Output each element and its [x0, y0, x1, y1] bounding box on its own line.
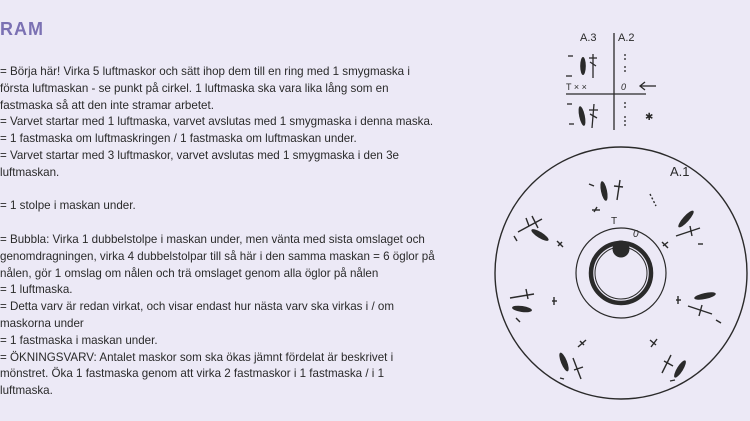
legend-line: = 1 luftmaska.	[0, 283, 73, 297]
legend-spacer	[0, 215, 480, 232]
double-crochet-icon	[510, 294, 534, 298]
double-crochet-bar-icon	[526, 289, 528, 299]
bubble-stitch-icon	[694, 291, 717, 301]
grid-diagram	[566, 32, 656, 130]
previous-round-icon	[650, 194, 656, 206]
legend-line: första luftmaskan - se punkt på cirkel. 1 luftmaska ska vara lika lång som en	[0, 81, 389, 95]
grid-label-a3: A.3	[580, 32, 597, 44]
diagrams-canvas	[480, 0, 750, 421]
single-crochet-bar-icon	[578, 340, 586, 347]
legend-line: = Bubbla: Virka 1 dubbelstolpe i maskan under, men vänta med sista omslaget och	[0, 232, 425, 246]
legend-line: = Detta varv är redan virkat, och visar endast hur nästa varv ska virkas i / om	[0, 300, 395, 314]
bubble-stitch-icon	[580, 57, 586, 75]
symbol-legend	[0, 64, 480, 400]
legend-line: luftmaska.	[0, 384, 53, 398]
legend-line: = Varvet startar med 1 luftmaska, varvet avslutas med 1 smygmaska i denna maska.	[0, 115, 434, 129]
grid-label-a2: A.2	[618, 32, 635, 44]
double-crochet-bar-icon	[614, 186, 623, 187]
increase-mark-icon: ✱	[645, 112, 654, 123]
grid-zero-marker: 0	[621, 82, 627, 92]
double-crochet-slash-icon	[526, 218, 529, 226]
chain-stitch-icon	[514, 236, 517, 241]
chain-stitch-icon	[516, 318, 520, 322]
double-crochet-bar-icon	[690, 226, 692, 236]
bubble-stitch-icon	[672, 359, 688, 379]
chain-stitch-icon	[589, 184, 594, 186]
single-crochet-bar-icon	[651, 339, 657, 347]
section-heading: RAM	[0, 19, 44, 39]
bubble-stitch-icon	[599, 181, 609, 202]
bubble-stitch-icon	[577, 106, 587, 127]
start-point-dot	[613, 241, 630, 258]
chain-stitch-icon	[560, 378, 564, 379]
chain-stitch-icon	[716, 320, 721, 323]
circle-start-t: T	[611, 216, 618, 227]
circle-label-a1: A.1	[670, 164, 690, 179]
bubble-stitch-icon	[676, 209, 695, 229]
double-crochet-icon	[676, 228, 700, 236]
double-crochet-icon	[617, 180, 620, 200]
legend-line: luftmaskan.	[0, 165, 60, 179]
outer-round-circle	[495, 147, 747, 399]
legend-line: = Börja här! Virka 5 luftmaskor och sätt ihop dem till en ring med 1 smygmaska i	[0, 65, 410, 78]
legend-line: mönstret. Öka 1 fastmaska genom att virka 2 fastmaskor i 1 fastmaska / i 1	[0, 367, 385, 381]
grid-row-stitches: T × ×	[566, 82, 587, 92]
legend-line: = 1 stolpe i maskan under.	[0, 199, 136, 213]
legend-line: = ÖKNINGSVARV: Antalet maskor som ska ökas jämnt fördelat är beskrivet i	[0, 350, 394, 364]
legend-line: = 1 fastmaska i maskan under.	[0, 333, 158, 347]
legend-line: maskorna under	[0, 316, 84, 330]
crochet-diagrams	[480, 0, 750, 421]
legend-line: = Varvet startar med 3 luftmaskor, varvet avslutas med 1 smygmaska i den 3e	[0, 148, 399, 162]
single-crochet-bar-icon	[557, 241, 563, 247]
bubble-stitch-icon	[530, 227, 550, 243]
legend-spacer	[0, 182, 480, 199]
legend-line: nålen, gör 1 omslag om nålen och trä omslaget genom alla öglor på nålen	[0, 266, 379, 280]
double-crochet-icon	[518, 219, 542, 232]
bubble-stitch-icon	[557, 352, 570, 373]
chain-stitch-icon	[670, 380, 675, 381]
legend-line: = 1 fastmaska om luftmaskringen / 1 fastmaska om luftmaskan under.	[0, 132, 357, 146]
legend-line: fastmaska så att den inte stramar arbetet.	[0, 98, 214, 112]
legend-line: genomdragningen, virka 4 dubbelstolpar till så här i den samma maskan = 6 öglor på	[0, 249, 435, 263]
circle-zero-marker: 0	[633, 229, 639, 240]
circle-diagram	[495, 147, 747, 399]
bubble-stitch-icon	[512, 305, 533, 314]
double-crochet-bar-icon	[574, 367, 583, 370]
